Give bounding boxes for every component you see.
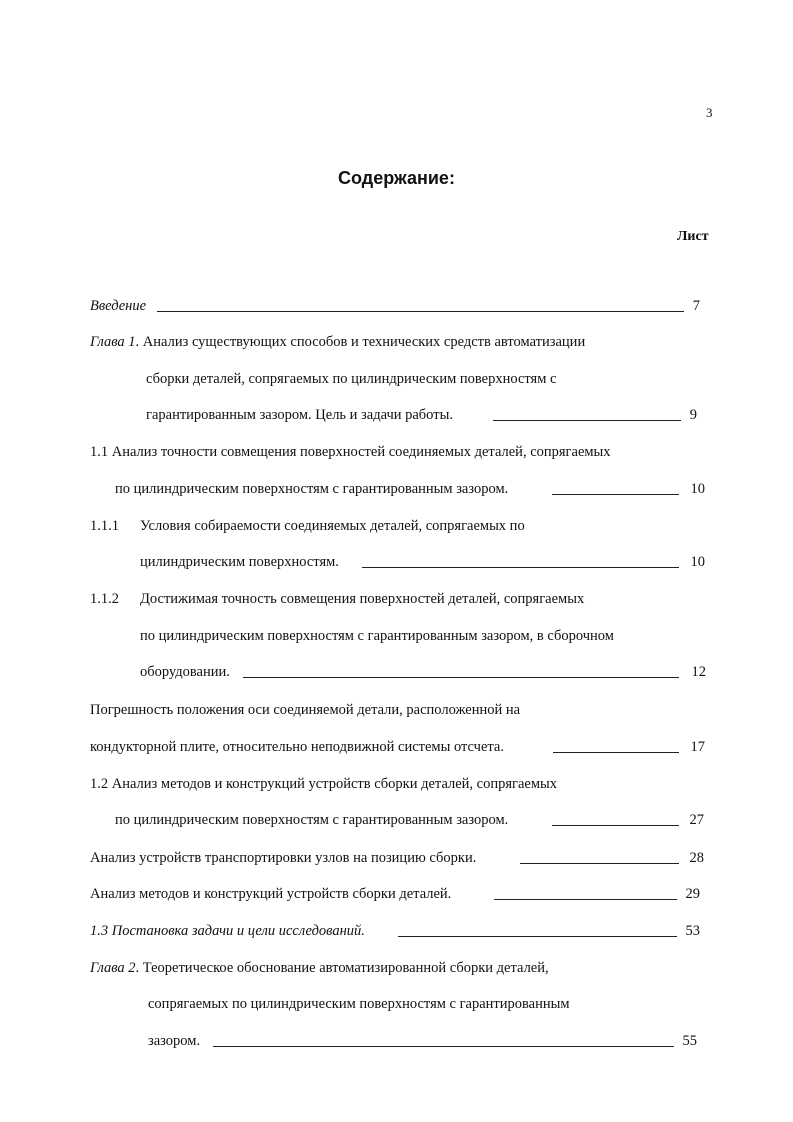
toc-page-number: 12: [691, 664, 706, 680]
toc-text-run: . Теоретическое обоснование автоматизированной сборки деталей,: [135, 960, 549, 976]
toc-text-run: оборудовании.: [140, 664, 230, 680]
toc-text-run: по цилиндрическим поверхностям с гарантированным зазором, в сборочном: [140, 628, 614, 644]
toc-leader-line: [362, 567, 679, 568]
toc-text-run: зазором.: [148, 1033, 201, 1049]
toc-entry-line: [148, 1031, 200, 1051]
toc-text-run: . Анализ существующих способов и технических средств автоматизации: [135, 334, 586, 350]
toc-entry-line: [90, 332, 585, 352]
toc-text-run: Погрешность положения оси соединяемой детали, расположенной на: [90, 702, 521, 718]
toc-text-run: Анализ устройств транспортировки узлов на позицию сборки.: [90, 850, 477, 866]
toc-page-number: 55: [682, 1033, 697, 1049]
toc-entry-line: [90, 700, 520, 720]
toc-entry-line: [140, 626, 614, 646]
toc-text-run: Глава 1: [90, 334, 136, 350]
toc-page-number: 9: [689, 407, 697, 423]
toc-entry-line: [90, 848, 476, 868]
toc-entry-line: [90, 296, 146, 316]
toc-text-run: кондукторной плите, относительно неподвижной системы отсчета.: [90, 739, 504, 755]
toc-entry-line: [115, 810, 508, 830]
toc-leader-line: [494, 899, 677, 900]
toc-entry-line: [146, 369, 556, 389]
toc-page-number: 29: [685, 886, 700, 902]
toc-page-number: 17: [690, 739, 705, 755]
toc-page-number: 27: [689, 812, 704, 828]
sheet-column-header: Лист: [677, 229, 709, 244]
toc-entry-line: [148, 994, 570, 1014]
toc-page-number: 10: [690, 481, 705, 497]
toc-text-run: Достижимая точность совмещения поверхностей деталей, сопрягаемых: [140, 591, 585, 607]
toc-page-number: 10: [690, 554, 705, 570]
toc-text-run: сборки деталей, сопрягаемых по цилиндрическим поверхностям с: [146, 371, 557, 387]
toc-leader-line: [520, 863, 679, 864]
page-number: 3: [706, 105, 713, 120]
toc-entry-line: [90, 442, 611, 462]
toc-entry-line: [90, 516, 525, 536]
toc-text-run: Условия собираемости соединяемых деталей, сопрягаемых по: [140, 518, 525, 534]
toc-entry-line: [146, 405, 453, 425]
toc-text-run: гарантированным зазором. Цель и задачи работы.: [146, 407, 453, 423]
toc-text-run: Глава 2: [90, 960, 136, 976]
toc-leader-line: [493, 420, 681, 421]
toc-text-run: по цилиндрическим поверхностям с гарантированным зазором.: [115, 812, 509, 828]
toc-text-run: 1.2 Анализ методов и конструкций устройств сборки деталей, сопрягаемых: [90, 776, 558, 792]
toc-text-run: 1.1.1: [90, 518, 119, 534]
toc-entry-line: [140, 552, 339, 572]
toc-leader-line: [213, 1046, 674, 1047]
toc-text-run: сопрягаемых по цилиндрическим поверхностям с гарантированным: [148, 996, 570, 1012]
toc-entry-line: [90, 774, 557, 794]
toc-page-number: 7: [692, 298, 700, 314]
toc-text-run: 1.1 Анализ точности совмещения поверхностей соединяемых деталей, сопрягаемых: [90, 444, 611, 460]
toc-entry-line: [115, 479, 508, 499]
toc-leader-line: [553, 752, 679, 753]
toc-entry-line: [90, 737, 504, 757]
toc-text-run: по цилиндрическим поверхностям с гарантированным зазором.: [115, 481, 509, 497]
toc-text-run: цилиндрическим поверхностям.: [140, 554, 339, 570]
toc-leader-line: [398, 936, 677, 937]
toc-leader-line: [243, 677, 679, 678]
toc-text-run: 1.1.2: [90, 591, 119, 607]
toc-text-run: 1.3 Постановка задачи и цели исследований.: [90, 923, 365, 939]
toc-leader-line: [552, 825, 679, 826]
toc-text-run: Введение: [90, 298, 147, 314]
toc-entry-line: [90, 958, 549, 978]
toc-page-number: 53: [685, 923, 700, 939]
toc-entry-line: [140, 662, 230, 682]
page-title: Содержание:: [338, 168, 455, 188]
toc-leader-line: [157, 311, 684, 312]
toc-leader-line: [552, 494, 679, 495]
toc-text-run: Анализ методов и конструкций устройств сборки деталей.: [90, 886, 452, 902]
toc-entry-line: [90, 589, 585, 609]
toc-entry-line: [90, 884, 451, 904]
toc-entry-line: [90, 921, 365, 941]
toc-page-number: 28: [689, 850, 704, 866]
